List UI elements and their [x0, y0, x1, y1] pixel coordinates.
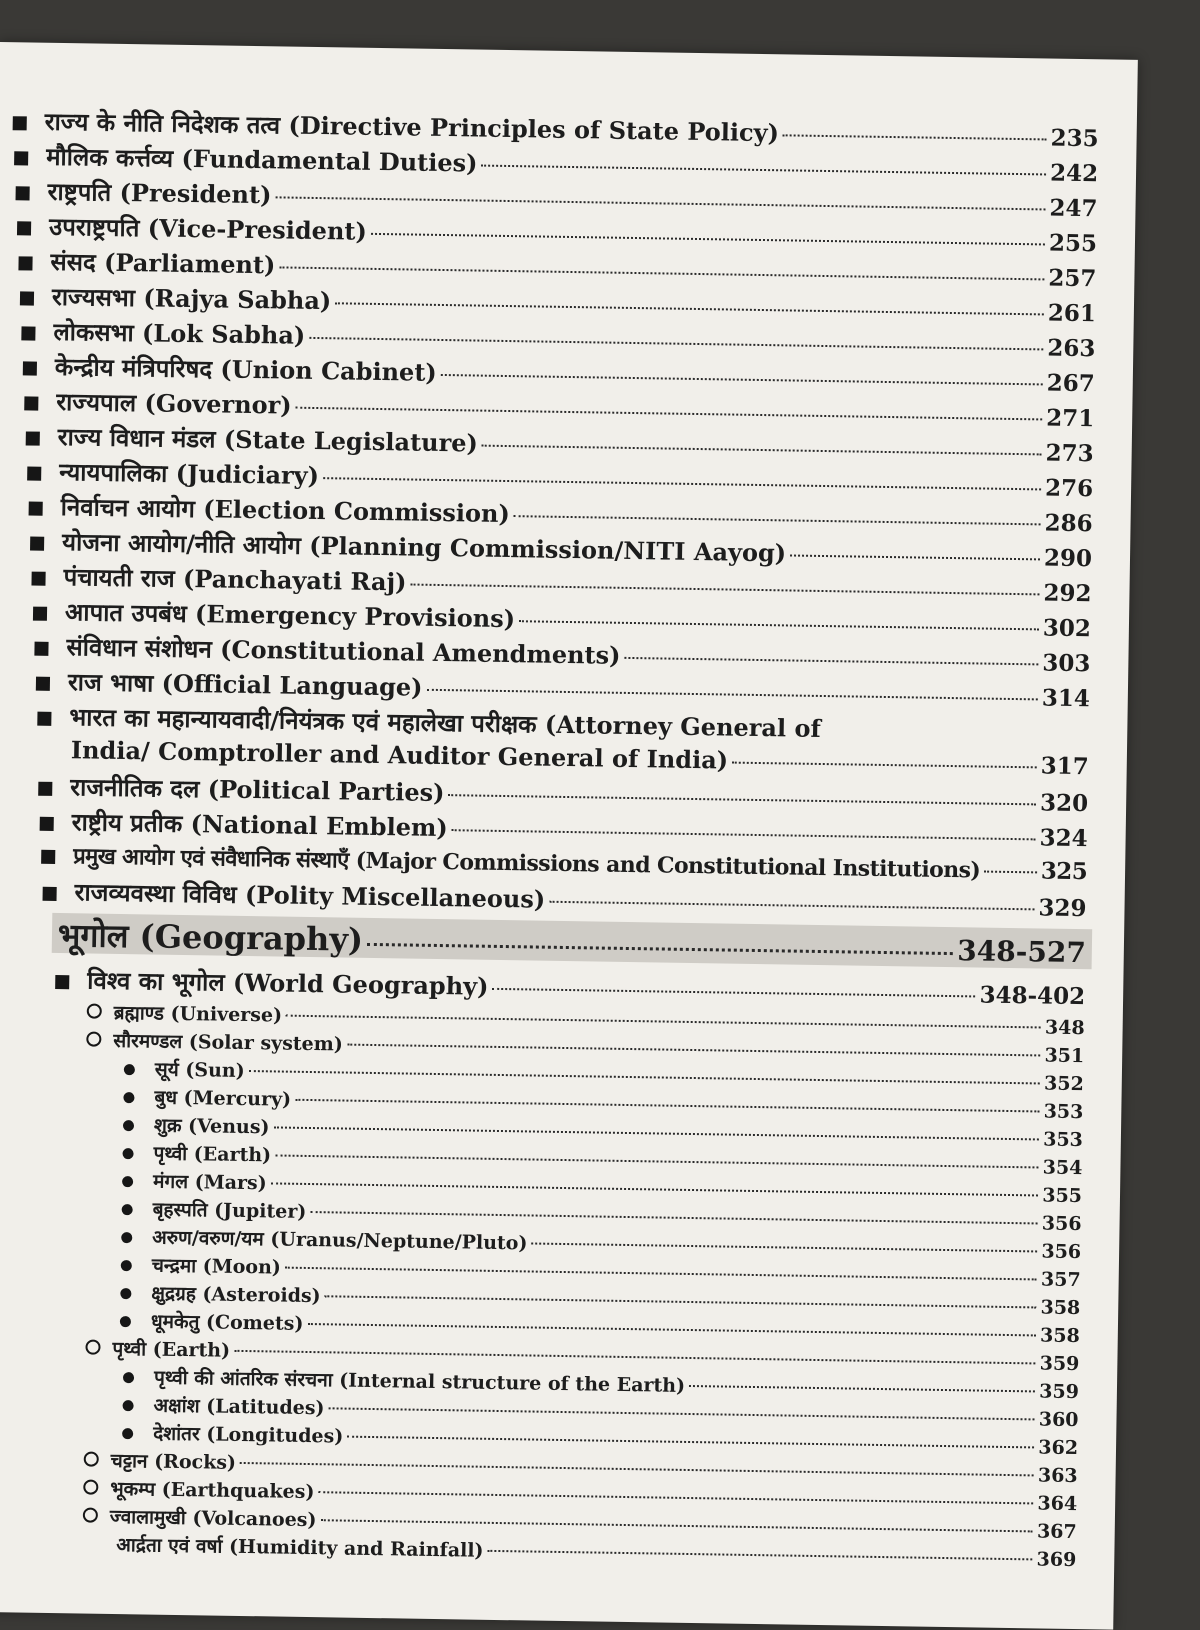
square-bullet-icon: [13, 116, 27, 130]
entry-page: 247: [1049, 194, 1098, 223]
dot-leader: [325, 1295, 1037, 1308]
entry-title: पंचायती राज (Panchayati Raj): [63, 562, 407, 597]
entry-page: 235: [1050, 124, 1099, 153]
square-bullet-icon: [14, 151, 28, 165]
entry-page: 286: [1044, 509, 1093, 538]
dot-leader: [488, 1550, 1033, 1561]
dot-bullet-icon: [122, 1428, 133, 1439]
dot-leader: [310, 1211, 1038, 1224]
dot-leader: [347, 1044, 1041, 1057]
entry-title: भूकम्प (Earthquakes): [110, 1477, 315, 1504]
square-bullet-icon: [18, 256, 32, 270]
square-bullet-icon: [34, 642, 48, 656]
entry-title: मौलिक कर्त्तव्य (Fundamental Duties): [45, 141, 478, 178]
dot-leader: [285, 1267, 1037, 1281]
entry-title: उपराष्ट्रपति (Vice-President): [48, 211, 368, 246]
entry-page: 302: [1042, 614, 1092, 643]
entry-page: 263: [1047, 334, 1096, 363]
entry-page: 364: [1037, 1492, 1078, 1516]
entry-page: 320: [1039, 789, 1089, 818]
dot-leader: [307, 1323, 1036, 1336]
entry-page: 351: [1044, 1044, 1085, 1068]
entry-title-line1: भारत का महान्यायवादी/नियंत्रक एवं महालेखा परीक्षक (Attorney General of: [69, 702, 822, 743]
dot-bullet-icon: [121, 1260, 132, 1271]
entry-page: 329: [1038, 894, 1087, 923]
dot-leader: [790, 554, 1040, 560]
dot-bullet-icon: [123, 1400, 134, 1411]
entry-page: 257: [1048, 264, 1097, 293]
dot-leader: [328, 1407, 1034, 1420]
dot-bullet-icon: [121, 1232, 132, 1243]
entry-title: क्षुद्रग्रह (Asteroids): [151, 1282, 321, 1308]
entry-page: 367: [1036, 1520, 1077, 1544]
square-bullet-icon: [31, 572, 45, 586]
entry-page: 359: [1039, 1380, 1080, 1404]
dot-leader: [240, 1462, 1034, 1476]
square-bullet-icon: [29, 502, 43, 516]
entry-page: 363: [1037, 1464, 1078, 1488]
entry-title: अक्षांश (Latitudes): [153, 1394, 325, 1420]
entry-title: विश्व का भूगोल (World Geography): [87, 965, 489, 1001]
entry-title: आर्द्रता एवं वर्षा (Humidity and Rainfall): [116, 1534, 484, 1562]
entry-page: 255: [1048, 229, 1098, 258]
dot-bullet-icon: [120, 1316, 131, 1327]
entry-title: बुध (Mercury): [154, 1086, 292, 1111]
entry-title: सौरमण्डल (Solar system): [113, 1029, 343, 1056]
entry-page: 317: [1040, 752, 1089, 781]
entry-page: 303: [1042, 649, 1091, 678]
entry-title: मंगल (Mars): [152, 1170, 267, 1195]
entry-page: 242: [1049, 159, 1099, 188]
entry-page: 360: [1038, 1408, 1079, 1432]
dot-leader: [783, 134, 1047, 140]
dot-leader: [296, 407, 1043, 421]
entry-page: 369: [1036, 1548, 1077, 1572]
circle-bullet-icon: [83, 1479, 98, 1494]
dot-leader: [234, 1350, 1036, 1365]
entry-title: राष्ट्रीय प्रतीक (National Emblem): [71, 807, 448, 843]
square-bullet-icon: [37, 712, 51, 726]
entry-title: राष्ट्रपति (President): [47, 176, 272, 210]
entry-page: 314: [1041, 684, 1091, 713]
entry-title: सूर्य (Sun): [154, 1058, 245, 1082]
entry-page: 355: [1042, 1184, 1083, 1208]
square-bullet-icon: [41, 850, 55, 864]
entry-title: केन्द्रीय मंत्रिपरिषद (Union Cabinet): [54, 351, 438, 387]
square-bullet-icon: [21, 326, 35, 340]
dot-bullet-icon: [123, 1372, 134, 1383]
section-page-range: 348-527: [957, 934, 1087, 970]
circle-bullet-icon: [85, 1340, 100, 1355]
entry-page: 359: [1039, 1352, 1080, 1376]
dot-leader: [732, 762, 1037, 769]
dot-leader: [249, 1070, 1040, 1084]
dot-bullet-icon: [122, 1148, 133, 1159]
dot-leader: [689, 1385, 1035, 1392]
dot-leader: [624, 657, 1038, 666]
entry-title-line2: India/ Comptroller and Auditor General of India): [70, 735, 729, 775]
dot-leader: [549, 901, 1034, 911]
entry-page: 267: [1046, 369, 1095, 398]
dot-leader: [984, 871, 1037, 874]
entry-title: पृथ्वी की आंतरिक संरचना (Internal structure of the Earth): [153, 1366, 686, 1397]
entry-page: 356: [1041, 1240, 1082, 1264]
entry-title: न्यायपालिका (Judiciary): [59, 456, 320, 491]
entry-title: आपात उपबंध (Emergency Provisions): [64, 597, 516, 634]
entry-page: 353: [1043, 1100, 1084, 1124]
dot-leader: [514, 515, 1041, 525]
entry-title: राजनीतिक दल (Political Parties): [70, 772, 445, 808]
entry-page-range: 348-402: [979, 981, 1086, 1011]
dot-bullet-icon: [122, 1176, 133, 1187]
dot-leader: [274, 1126, 1040, 1140]
dot-bullet-icon: [120, 1288, 131, 1299]
entry-title: अरुण/वरुण/यम (Uranus/Neptune/Pluto): [152, 1226, 528, 1255]
entry-title: धूमकेतु (Comets): [150, 1310, 304, 1335]
entry-title: ब्रह्माण्ड (Universe): [113, 1001, 283, 1027]
dot-leader: [531, 1242, 1037, 1252]
square-bullet-icon: [16, 186, 30, 200]
entry-page: 348: [1044, 1016, 1085, 1040]
entry-title: देशांतर (Longitudes): [152, 1422, 344, 1448]
entry-title: चन्द्रमा (Moon): [151, 1254, 282, 1279]
dot-leader: [347, 1436, 1034, 1449]
entry-page: 271: [1045, 404, 1095, 433]
square-bullet-icon: [24, 396, 38, 410]
dot-leader: [371, 233, 1045, 246]
dot-leader: [271, 1182, 1039, 1196]
entry-page: 358: [1040, 1296, 1081, 1320]
entry-title: चट्टान (Rocks): [110, 1449, 237, 1474]
entry-title: राज भाषा (Official Language): [67, 667, 423, 702]
dot-leader: [320, 1519, 1033, 1532]
entry-title: राज्य के नीति निदेशक तत्व (Directive Principles of State Policy): [44, 106, 780, 148]
entry-page: 290: [1043, 544, 1093, 573]
square-bullet-icon: [20, 291, 34, 305]
circle-bullet-icon: [86, 1031, 101, 1046]
entry-title: पृथ्वी (Earth): [153, 1142, 272, 1167]
entry-title: संसद (Parliament): [50, 246, 276, 280]
entry-title: पृथ्वी (Earth): [112, 1337, 231, 1362]
entry-page: 356: [1041, 1212, 1082, 1236]
entry-title: शुक्र (Venus): [153, 1114, 270, 1139]
book-page: [0, 42, 1138, 1630]
entry-page: 325: [1040, 857, 1088, 886]
square-bullet-icon: [30, 537, 44, 551]
entry-title: राज्यसभा (Rajya Sabha): [51, 281, 332, 316]
entry-page: 354: [1042, 1156, 1083, 1180]
entry-page: 352: [1043, 1072, 1084, 1096]
dot-leader: [410, 584, 1039, 596]
square-bullet-icon: [33, 607, 47, 621]
entry-title: राज्य विधान मंडल (State Legislature): [57, 421, 479, 458]
entry-title: बृहस्पति (Jupiter): [152, 1198, 307, 1223]
entry-page: 353: [1043, 1128, 1084, 1152]
entry-title: योजना आयोग/नीति आयोग (Planning Commission/NITI Aayog): [61, 527, 787, 568]
dot-bullet-icon: [123, 1092, 134, 1103]
entry-page: 358: [1039, 1324, 1080, 1348]
entry-title: ज्वालामुखी (Volcanoes): [109, 1505, 317, 1532]
entry-page: 261: [1047, 299, 1097, 328]
square-bullet-icon: [40, 817, 54, 831]
square-bullet-icon: [17, 221, 31, 235]
dot-bullet-icon: [122, 1204, 133, 1215]
entry-title: निर्वाचन आयोग (Election Commission): [60, 492, 511, 529]
section-title: भूगोल (Geography): [57, 916, 364, 959]
dot-leader: [482, 445, 1042, 456]
dot-bullet-icon: [124, 1064, 135, 1075]
circle-bullet-icon: [87, 1003, 102, 1018]
dot-leader: [481, 165, 1046, 176]
dot-leader: [318, 1491, 1033, 1504]
square-bullet-icon: [55, 975, 69, 989]
dot-leader: [367, 943, 953, 955]
entry-title: संविधान संशोधन (Constitutional Amendments): [66, 632, 621, 670]
square-bullet-icon: [43, 887, 57, 901]
entry-page: 273: [1045, 439, 1094, 468]
circle-bullet-icon: [84, 1451, 99, 1466]
dot-leader: [309, 337, 1043, 351]
entry-title: प्रमुख आयोग एवं संवैधानिक संस्थाएँ (Major Commissions and Constitutional Institutions): [73, 843, 981, 884]
entry-page: 324: [1039, 824, 1088, 853]
entry-page: 362: [1038, 1436, 1079, 1460]
dot-leader: [295, 1099, 1040, 1113]
dot-leader: [492, 988, 975, 998]
dot-bullet-icon: [123, 1120, 134, 1131]
entry-title: राज्यपाल (Governor): [56, 386, 292, 420]
entry-page: 357: [1040, 1268, 1081, 1292]
dot-leader: [519, 620, 1039, 630]
dot-leader: [323, 477, 1041, 490]
dot-leader: [335, 302, 1044, 315]
dot-leader: [286, 1015, 1041, 1029]
entry-title: राजव्यवस्था विविध (Polity Miscellaneous): [74, 877, 546, 914]
dot-leader: [275, 1154, 1039, 1168]
entry-page: 276: [1044, 474, 1094, 503]
square-bullet-icon: [27, 466, 41, 480]
square-bullet-icon: [26, 431, 40, 445]
square-bullet-icon: [36, 677, 50, 691]
dot-leader: [441, 374, 1043, 385]
entry-page: 292: [1043, 579, 1092, 608]
dot-leader: [426, 689, 1037, 701]
dot-leader: [452, 829, 1036, 840]
dot-leader: [275, 196, 1045, 210]
square-bullet-icon: [23, 361, 37, 375]
square-bullet-icon: [38, 782, 52, 796]
dot-leader: [279, 266, 1044, 280]
entry-title: लोकसभा (Lok Sabha): [53, 316, 306, 350]
dot-leader: [448, 794, 1036, 805]
circle-bullet-icon: [83, 1507, 98, 1522]
